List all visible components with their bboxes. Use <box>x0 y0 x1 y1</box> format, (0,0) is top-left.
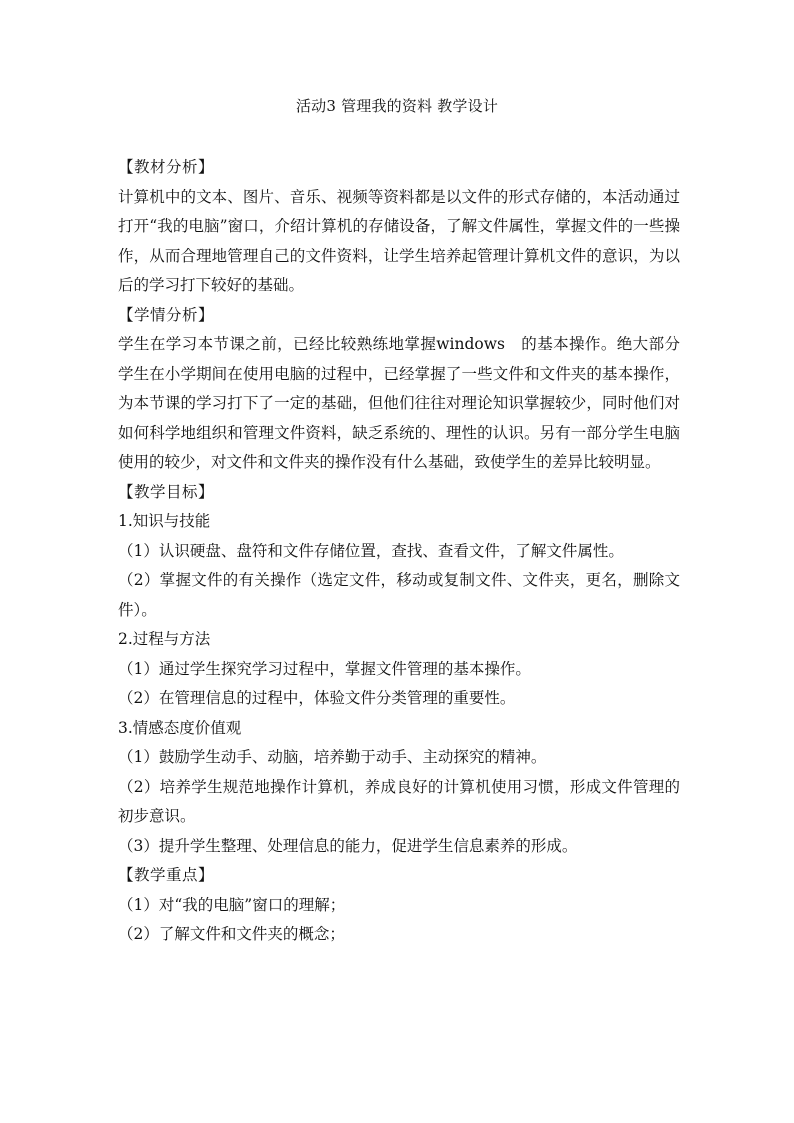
subheading-process-methods: 2.过程与方法 <box>118 630 211 648</box>
subheading-emotion-values: 3.情感态度价值观 <box>118 718 242 737</box>
section-heading-teaching-goals: 【教学目标】 <box>118 482 215 501</box>
document-title: 活动3 管理我的资料 教学设计 <box>295 97 499 115</box>
list-item: （1）对“我的电脑”窗口的理解； <box>118 895 346 914</box>
list-item: （1）认识硬盘、盘符和文件存储位置，查找、查看文件，了解文件属性。 <box>118 541 624 560</box>
paragraph-student-analysis: 学生在学习本节课之前，已经比较熟练地掌握windows 的基本操作。绝大部分学生在小学期间在使用电脑的过程中，已经掌握了一些文件和文件夹的基本操作，为本节课的学习打下了一定的基础，但他们往往对理论知识掌握较少，同时他们对如何科学地组织和管理文件资料，缺乏系统的、理性的认识。另有一部分学生电脑使用的较少，对文件和文件夹的操作没有什么基础，致使学生的差异比较明显。 <box>118 335 680 471</box>
list-item: （1）通过学生探究学习过程中，掌握文件管理的基本操作。 <box>118 659 531 678</box>
section-heading-key-points: 【教学重点】 <box>118 866 215 884</box>
document-body <box>118 153 680 950</box>
list-item: （1）鼓励学生动手、动脑，培养勤于动手、主动探究的精神。 <box>118 748 547 766</box>
subheading-knowledge-skills: 1.知识与技能 <box>118 512 211 530</box>
list-item: （2）在管理信息的过程中，体验文件分类管理的重要性。 <box>118 689 516 707</box>
list-item: （3）提升学生整理、处理信息的能力，促进学生信息素养的形成。 <box>118 836 578 855</box>
list-item: （2）了解文件和文件夹的概念； <box>118 925 345 943</box>
section-heading-student-analysis: 【学情分析】 <box>118 305 215 324</box>
list-item: （2）掌握文件的有关操作（选定文件，移动或复制文件、文件夹，更名，删除文件）。 <box>118 571 680 619</box>
section-heading-material-analysis: 【教材分析】 <box>118 158 215 176</box>
list-item: （2）培养学生规范地操作计算机，养成良好的计算机使用习惯，形成文件管理的初步意识。 <box>118 777 680 825</box>
paragraph-material-analysis: 计算机中的文本、图片、音乐、视频等资料都是以文件的形式存储的，本活动通过打开“我的电脑”窗口，介绍计算机的存储设备，了解文件属性，掌握文件的一些操作，从而合理地管理自己的文件资料，让学生培养起管理计算机文件的意识，为以后的学习打下较好的基础。 <box>118 187 680 294</box>
